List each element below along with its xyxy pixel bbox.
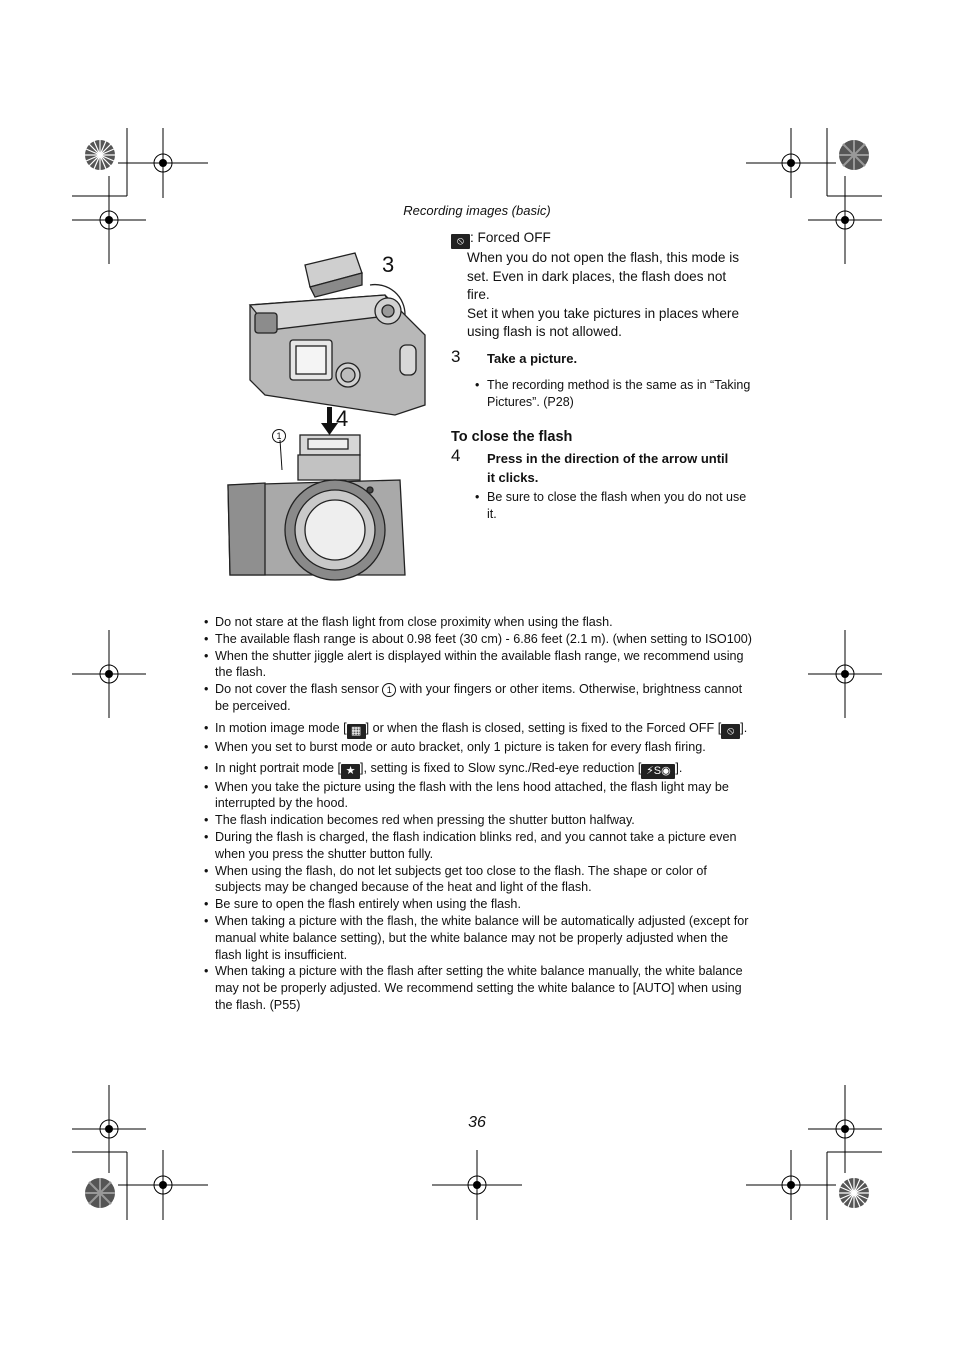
note-item: • When taking a picture with the flash after setting the white balance manually, the white balance may not be properly adjusted. We recommend setting the white balance to [AUTO] when using the flash. (P55) (204, 963, 754, 1013)
step-3-number: 3 (451, 347, 461, 366)
close-flash-heading: To close the flash (451, 429, 573, 445)
close-flash-section (451, 428, 751, 523)
forced-off-description-2: Set it when you take pictures in places where using flash is not allowed. (467, 305, 740, 339)
starburst-br (839, 1178, 869, 1208)
step-4-number: 4 (451, 445, 461, 465)
note-text: In motion image mode [ (215, 720, 347, 735)
slow-sync-red-eye-icon: ⚡S◉ (641, 764, 675, 779)
note-text: ]. (675, 760, 683, 775)
step-4-title: Press in the direction of the arrow until it clicks. (487, 450, 729, 485)
step-3-bullet: • The recording method is the same as in “Taking Pictures”. (P28) (475, 377, 751, 411)
note-item: • The flash indication becomes red when pressing the shutter button halfway. (204, 812, 754, 829)
note-item: • When you take the picture using the flash with the lens hood attached, the flash light may be interrupted by the hood. (204, 779, 754, 813)
callout-3: 3 (382, 252, 395, 277)
forced-off-icon: ⦸ (451, 234, 470, 249)
camera-front-view (228, 435, 405, 580)
forced-off-label: : Forced OFF (470, 230, 551, 245)
note-item (204, 681, 754, 715)
step-3 (451, 348, 751, 411)
note-text: ] or when the flash is closed, setting is fixed to the Forced OFF [ (365, 720, 722, 735)
note-text: Do not cover the flash sensor (215, 682, 383, 697)
note-item (204, 760, 754, 779)
note-item: • When you set to burst mode or auto bracket, only 1 picture is taken for every flash firing. (204, 739, 754, 756)
motion-image-icon: ▦ (347, 724, 366, 739)
section-header: Recording images (basic) (403, 203, 551, 218)
note-text: In night portrait mode [ (215, 760, 342, 775)
callout-4: 4 (336, 406, 349, 431)
forced-off-icon: ⦸ (721, 724, 740, 739)
starburst-tl (85, 140, 115, 170)
callout-1 (272, 426, 286, 444)
notes-list (204, 614, 754, 1014)
flash-sensor-marker: 1 (382, 683, 396, 697)
forced-off-title (451, 229, 751, 249)
camera-rear-view (250, 253, 425, 415)
forced-off-block (451, 229, 751, 342)
step-4-bullet: • Be sure to close the flash when you do not use it. (475, 489, 751, 523)
camera-illustration (210, 245, 435, 585)
starburst-tr (839, 140, 869, 170)
note-text: ]. (740, 720, 748, 735)
note-item: • Do not stare at the flash light from close proximity when using the flash. (204, 614, 754, 631)
note-item: • When taking a picture with the flash, the white balance will be automatically adjusted (except for manual white balance setting), but the white balance may not be properly adjusted when the flash light is insufficient. (204, 913, 754, 963)
page-number: 36 (468, 1114, 486, 1131)
note-text: ], setting is fixed to Slow sync./Red-eye reduction [ (360, 760, 642, 775)
night-portrait-icon: ★ (341, 764, 360, 779)
note-item: • Be sure to open the flash entirely when using the flash. (204, 896, 754, 913)
step-3-title: Take a picture. (487, 351, 578, 366)
callout-1-circle: 1 (272, 429, 286, 443)
note-item (204, 717, 754, 739)
note-item: • When using the flash, do not let subjects get too close to the flash. The shape or color of subjects may be changed because of the heat and light of the flash. (204, 863, 754, 897)
forced-off-description-1: When you do not open the flash, this mode is set. Even in dark places, the flash does not fire. (467, 250, 740, 302)
starburst-bl (85, 1178, 115, 1208)
note-item: • When the shutter jiggle alert is displayed within the available flash range, we recommend using the flash. (204, 648, 754, 682)
note-text: with your fingers or other items. Otherwise, brightness cannot be perceived. (215, 682, 743, 713)
note-item: • The available flash range is about 0.98 feet (30 cm) - 6.86 feet (2.1 m). (when setting to ISO100) (204, 631, 754, 648)
note-item: • During the flash is charged, the flash indication blinks red, and you cannot take a picture even when you press the shutter button fully. (204, 829, 754, 863)
